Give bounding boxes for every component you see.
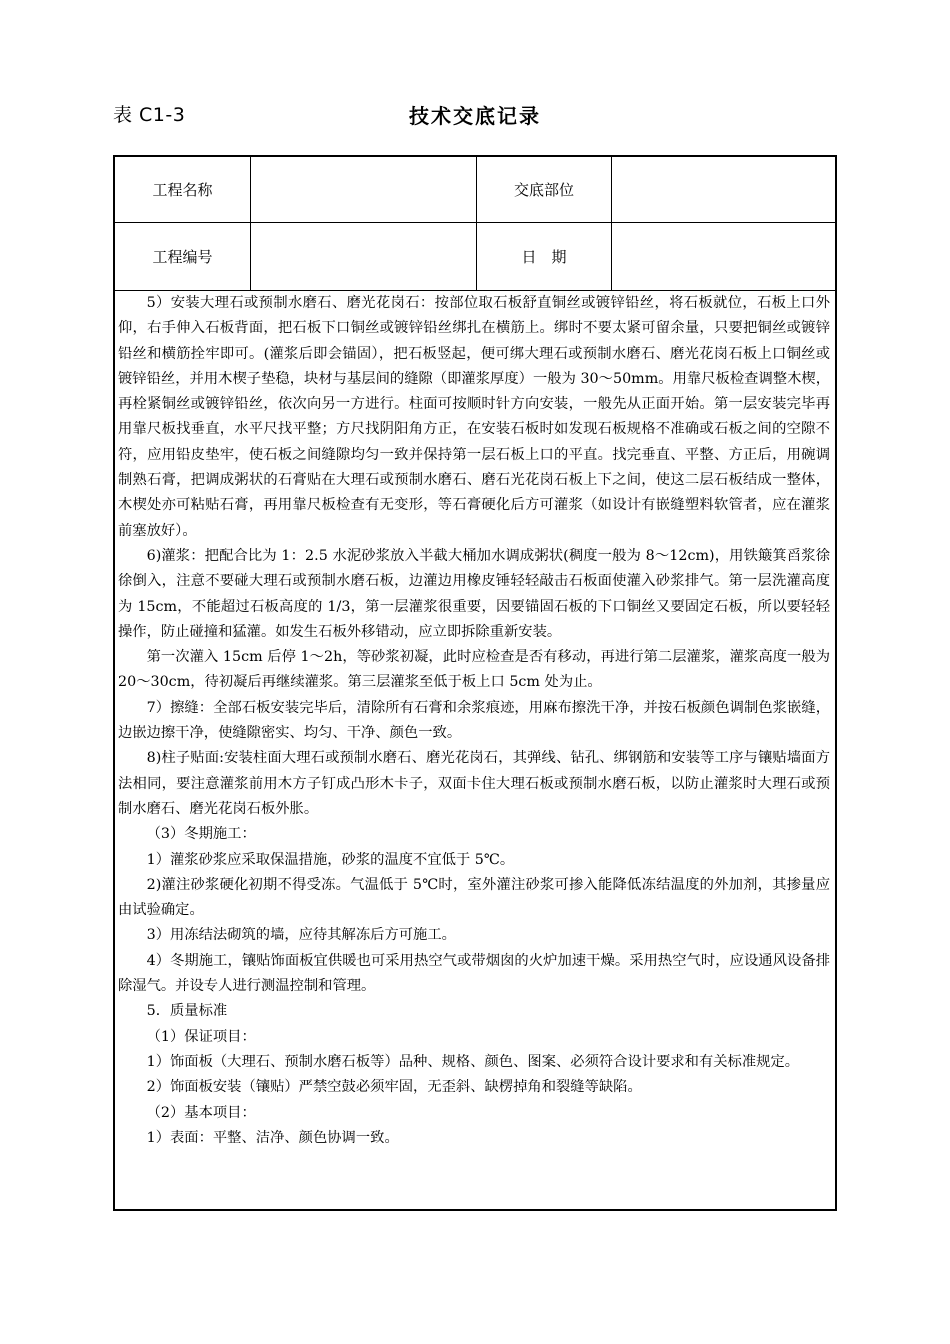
content-paragraph: 4）冬期施工，镶贴饰面板宜供暖也可采用热空气或带烟囱的火炉加速干燥。采用热空气时，应设通风设备排除湿气。并设专人进行测温控制和管理。 (118, 952, 830, 995)
content-paragraph: 第一次灌入 15cm 后停 1～2h，等砂浆初凝，此时应检查是否有移动，再进行第二层灌浆，灌浆高度一般为 20～30cm，待初凝后再继续灌浆。第三层灌浆至低于板上口 5cm 处为止。 (118, 649, 830, 691)
content-paragraph: 5）安装大理石或预制水磨石、磨光花岗石：按部位取石板舒直铜丝或镀锌铅丝，将石板就位，石板上口外仰，右手伸入石板背面，把石板下口铜丝或镀锌铅丝绑扎在横筋上。绑时不要太紧可留余量，只要把铜丝或镀锌铅丝和横筋拴牢即可。(灌浆后即会锚固），把石板竖起，便可绑大理石或预制水磨石、磨光花岗石板上口铜丝或镀锌铅丝，并用木楔子垫稳，块材与基层间的缝隙（即灌浆厚度）一般为 30～50mm。用靠尺板检查调整木楔，再栓紧铜丝或镀锌铅丝，依次向另一方进行。柱面可按顺时针方向安装，一般先从正面开始。第一层安装完毕再用靠尺板找垂直，水平尺找平整；方尺找阴阳角方正，在安装石板时如发现石板规格不准确或石板之间的空隙不符，应用铅皮垫牢，使石板之间缝隙均匀一致并保持第一层石板上口的平直。找完垂直、平整、方正后，用碗调制熟石膏，把调成粥状的石膏贴在大理石或预制水磨石、磨石光花岗石板上下之间，使这二层石板结成一整体，木楔处亦可粘贴石膏，再用靠尺板检查有无变形，等石膏硬化后方可灌浆（如设计有嵌缝塑料软管者，应在灌浆前塞放好）。 (118, 295, 830, 539)
content-paragraph: 3）用冻结法砌筑的墙，应待其解冻后方可施工。 (146, 927, 456, 944)
content-paragraph: （1）保证项目： (146, 1028, 256, 1045)
content-paragraph: （2）基本项目： (146, 1104, 256, 1121)
content-paragraph: 2）饰面板安装（镶贴）严禁空鼓必须牢固，无歪斜、缺楞掉角和裂缝等缺陷。 (146, 1079, 642, 1096)
document-title: 技术交底记录 (409, 104, 541, 128)
content-paragraph: 8)柱子贴面:安装柱面大理石或预制水磨石、磨光花岗石，其弹线、钻孔、绑钢筋和安装等工序与镶贴墙面方法相同，要注意灌浆前用木方子钉成凸形木卡子，双面卡住大理石板或预制水磨石板，以防止灌浆时大理石或预制水磨石、磨光花岗石板外胀。 (118, 750, 830, 817)
disclosure-content (118, 291, 830, 1151)
location-label: 交底部位 (513, 181, 574, 199)
content-paragraph: 1）饰面板（大理石、预制水磨石板等）品种、规格、颜色、图案、必须符合设计要求和有关标准规定。 (146, 1053, 800, 1070)
date-value (612, 223, 835, 290)
location-value (612, 157, 835, 222)
project-no-value (251, 223, 476, 290)
content-paragraph: （3）冬期施工： (146, 826, 256, 843)
content-paragraph: 1）表面：平整、洁净、颜色协调一致。 (146, 1129, 399, 1146)
form-code: 表 C1-3 (113, 104, 186, 126)
project-name-label: 工程名称 (152, 181, 213, 199)
content-paragraph: 2)灌注砂浆硬化初期不得受冻。气温低于 5℃时，室外灌注砂浆可掺入能降低冻结温度的外加剂，其掺量应由试验确定。 (118, 876, 830, 919)
content-paragraph: 1）灌浆砂浆应采取保温措施，砂浆的温度不宜低于 5℃。 (146, 851, 515, 868)
content-paragraph: 5．质量标准 (146, 1003, 228, 1020)
content-paragraph: 7）擦缝：全部石板安装完毕后，清除所有石膏和余浆痕迹，用麻布擦洗干净，并按石板颜色调制色浆嵌缝，边嵌边擦干净，使缝隙密实、均匀、干净、颜色一致。 (118, 699, 830, 742)
date-label: 日 期 (521, 248, 567, 266)
project-no-label: 工程编号 (152, 248, 213, 266)
project-name-value (251, 157, 476, 222)
content-paragraph: 6)灌浆：把配合比为 1：2.5 水泥砂浆放入半截大桶加水调成粥状(稠度一般为 8～12cm)，用铁簸箕舀浆徐徐倒入，注意不要碰大理石或预制水磨石板，边灌边用橡皮锤轻轻敲击石板面使灌入砂浆排气。第一层洗灌高度为 15cm，不能超过石板高度的 1/3，第一层灌浆很重要，因要锚固石板的下口铜丝又要固定石板，所以要轻轻操作，防止碰撞和猛灌。如发生石板外移错动，应立即拆除重新安装。 (118, 547, 830, 640)
